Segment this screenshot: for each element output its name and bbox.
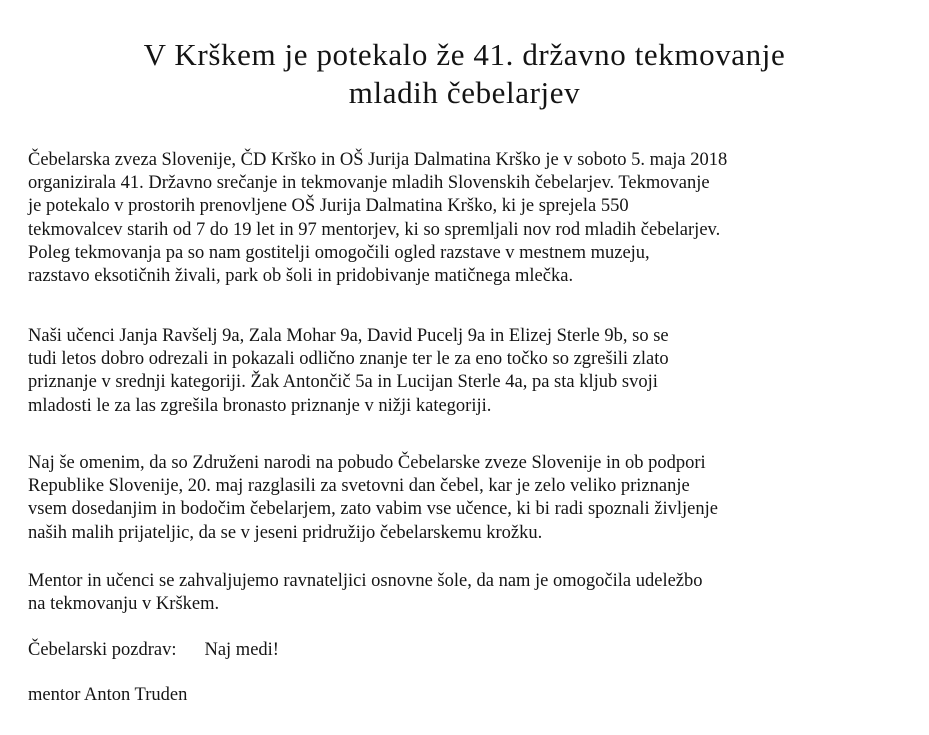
signature-text: mentor Anton Truden bbox=[28, 685, 188, 705]
text-line: tudi letos dobro odrezali in pokazali odlično znanje ter le za eno točko so zgrešili zlato bbox=[28, 349, 669, 370]
paragraph-student-results bbox=[28, 325, 908, 418]
text-line: organizirala 41. Državno srečanje in tekmovanje mladih Slovenskih čebelarjev. Tekmovanje bbox=[28, 173, 710, 194]
text-line: Mentor in učenci se zahvaljujemo ravnateljici osnovne šole, da nam je omogočila udeležbo bbox=[28, 571, 703, 591]
text-line: Naj še omenim, da so Združeni narodi na pobudo Čebelarske zveze Slovenije in ob podpori bbox=[28, 453, 706, 473]
beekeeper-greeting bbox=[28, 639, 908, 662]
paragraph-world-bee-day bbox=[28, 452, 908, 545]
author-signature bbox=[28, 684, 908, 707]
text-line: priznanje v srednji kategoriji. Žak Antončič 5a in Lucijan Sterle 4a, pa sta kljub svoji bbox=[28, 372, 658, 393]
text-line: tekmovalcev starih od 7 do 19 let in 97 mentorjev, ki so spremljali nov rod mladih čebelarjev. bbox=[28, 219, 721, 240]
paragraph-thanks bbox=[28, 570, 908, 616]
text-line: vsem dosedanjim in bodočim čebelarjem, zato vabim vse učence, ki bi radi spoznali življenje bbox=[28, 499, 718, 520]
article-title-line-2: mladih čebelarjev bbox=[348, 75, 581, 110]
text-line: Republike Slovenije, 20. maj razglasili za svetovni dan čebel, kar je zelo veliko priznanje bbox=[28, 476, 690, 497]
text-line: razstavo eksotičnih živali, park ob šoli in pridobivanje matičnega mlečka. bbox=[28, 266, 574, 287]
text-line: Čebelarska zveza Slovenije, ČD Krško in OŠ Jurija Dalmatina Krško je v soboto 5. maja 2018 bbox=[28, 150, 728, 170]
greeting-sign: Naj medi! bbox=[204, 640, 279, 660]
text-line: naših malih prijateljic, da se v jeseni pridružijo čebelarskemu krožku. bbox=[28, 522, 543, 543]
article-title-line-1: V Krškem je potekalo že 41. državno tekmovanje bbox=[143, 37, 786, 72]
greeting-line bbox=[28, 639, 908, 662]
text-line: je potekalo v prostorih prenovljene OŠ Jurija Dalmatina Krško, ki je sprejela 550 bbox=[28, 196, 629, 217]
text-line: na tekmovanju v Krškem. bbox=[28, 594, 220, 615]
text-line: Naši učenci Janja Ravšelj 9a, Zala Mohar 9a, David Pucelj 9a in Elizej Sterle 9b, so se bbox=[28, 326, 669, 346]
paragraph-competition-intro bbox=[28, 149, 908, 288]
text-line: Poleg tekmovanja pa so nam gostitelji omogočili ogled razstave v mestnem muzeju, bbox=[28, 242, 650, 263]
article-title bbox=[0, 36, 929, 112]
greeting-label: Čebelarski pozdrav: bbox=[28, 640, 177, 660]
text-line: mladosti le za las zgrešila bronasto priznanje v nižji kategoriji. bbox=[28, 395, 492, 416]
